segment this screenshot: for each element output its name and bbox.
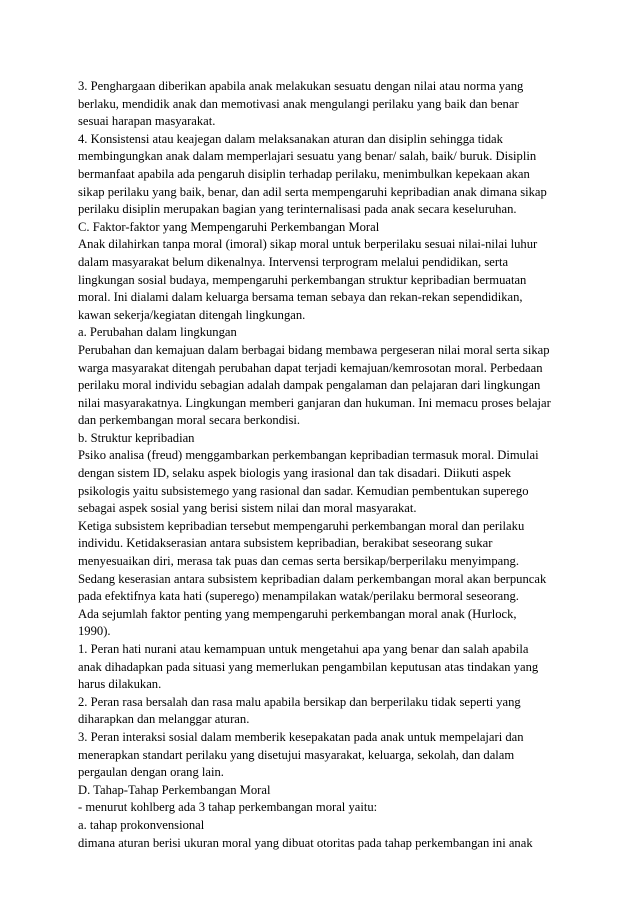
text-line: moral. Ini dialami dalam keluarga bersama teman sebaya dan rekan-rekan sependidikan, <box>78 290 523 305</box>
text-line: sebagai aspek sosial yang berisi sistem nilai dan moral masyarakat. <box>78 501 417 516</box>
text-line: lingkungan sosial budaya, mempengaruhi perkembangan struktur kepribadian bermuatan <box>78 272 527 287</box>
document-body <box>78 78 568 852</box>
text-line: nilai masyarakatnya. Lingkungan memberi ganjaran dan hukuman. Ini memacu proses belajar <box>78 395 551 410</box>
text-line: 4. Konsistensi atau keajegan dalam melaksanakan aturan dan disiplin sehingga tidak <box>78 131 503 146</box>
text-line: anak dihadapkan pada situasi yang memerlukan pengambilan keputusan atas tindakan yang <box>78 659 539 674</box>
subsection-heading: a. Perubahan dalam lingkungan <box>78 325 237 340</box>
text-line: menyesuaikan diri, merasa tak puas dan cemas serta bersikap/berperilaku menyimpang. <box>78 554 519 569</box>
text-line: Ketiga subsistem kepribadian tersebut mempengaruhi perkembangan moral dan perilaku <box>78 518 525 533</box>
section-heading: C. Faktor-faktor yang Mempengaruhi Perkembangan Moral <box>78 219 380 234</box>
text-line: bermanfaat apabila ada pengaruh disiplin terhadap perilaku, menimbulkan kepekaan akan <box>78 166 530 181</box>
text-line: psikologis yaitu subsistemego yang rasional dan sadar. Kemudian pembentukan superego <box>78 483 529 498</box>
text-line: individu. Ketidakserasian antara subsistem kepribadian, berakibat seseorang sukar <box>78 536 493 551</box>
text-line: Sedang keserasian antara subsistem kepribadian dalam perkembangan moral akan berpuncak <box>78 571 547 586</box>
text-line: dalam masyarakat belum dikenalnya. Intervensi terprogram melalui pendidikan, serta <box>78 254 509 269</box>
text-line: pada efektifnya kata hati (superego) menampilakan watak/perilaku bermoral seseorang. <box>78 589 519 604</box>
text-line: 2. Peran rasa bersalah dan rasa malu apabila bersikap dan berperilaku tidak seperti yang <box>78 694 521 709</box>
text-line: 3. Penghargaan diberikan apabila anak melakukan sesuatu dengan nilai atau norma yang <box>78 79 524 93</box>
text-line: dan perkembangan moral secara berkondisi. <box>78 413 301 428</box>
text-line: Anak dilahirkan tanpa moral (imoral) sikap moral untuk berperilaku sesuai nilai-nilai luhur <box>78 237 538 252</box>
text-line: harus dilakukan. <box>78 677 162 692</box>
text-line: dengan sistem ID, selaku aspek biologis yang irasional dan tak disadari. Diikuti aspek <box>78 466 511 481</box>
text-line: Ada sejumlah faktor penting yang mempengaruhi perkembangan moral anak (Hurlock, <box>78 606 517 621</box>
text-line: dimana aturan berisi ukuran moral yang dibuat otoritas pada tahap perkembangan ini anak <box>78 835 533 850</box>
text-line: Psiko analisa (freud) menggambarkan perkembangan kepribadian termasuk moral. Dimulai <box>78 448 539 463</box>
text-line: menerapkan standart perilaku yang disetujui masyarakat, keluarga, sekolah, dan dalam <box>78 747 515 762</box>
text-line: kawan sekerja/kegiatan ditengah lingkungan. <box>78 307 306 322</box>
text-line: pergaulan dengan orang lain. <box>78 765 224 780</box>
text-line: warga masyarakat ditengah perubahan dapat terjadi kemajuan/kemrosotan moral. Perbedaan <box>78 360 543 375</box>
text-line: - menurut kohlberg ada 3 tahap perkembangan moral yaitu: <box>78 800 378 815</box>
text-line: perilaku moral individu sebagian adalah dampak pengalaman dan pelajaran dari lingkungan <box>78 378 541 393</box>
text-line: 3. Peran interaksi sosial dalam memberik kesepakatan pada anak untuk mempelajari dan <box>78 729 524 744</box>
text-line: sesuai harapan masyarakat. <box>78 114 216 129</box>
text-line: perilaku disiplin merupakan bagian yang terinternalisasi pada anak secara keseluruhan. <box>78 202 517 217</box>
text-line: berlaku, mendidik anak dan memotivasi anak mengulangi perilaku yang baik dan benar <box>78 96 519 111</box>
text-line: Perubahan dan kemajuan dalam berbagai bidang membawa pergeseran nilai moral serta sikap <box>78 342 550 357</box>
text-line: sikap perilaku yang baik, benar, dan adil serta mempengaruhi kepribadian anak dimana sikap <box>78 184 547 199</box>
subsection-heading: a. tahap prokonvensional <box>78 817 205 832</box>
subsection-heading: b. Struktur kepribadian <box>78 430 195 445</box>
text-line: 1. Peran hati nurani atau kemampuan untuk mengetahui apa yang benar dan salah apabila <box>78 642 529 656</box>
text-line: membingungkan anak dalam memperlajari sesuatu yang benar/ salah, baik/ buruk. Disiplin <box>78 149 537 164</box>
text-line: diharapkan dan melanggar aturan. <box>78 712 250 727</box>
text-line: 1990). <box>78 624 111 639</box>
section-heading: D. Tahap-Tahap Perkembangan Moral <box>78 782 271 797</box>
